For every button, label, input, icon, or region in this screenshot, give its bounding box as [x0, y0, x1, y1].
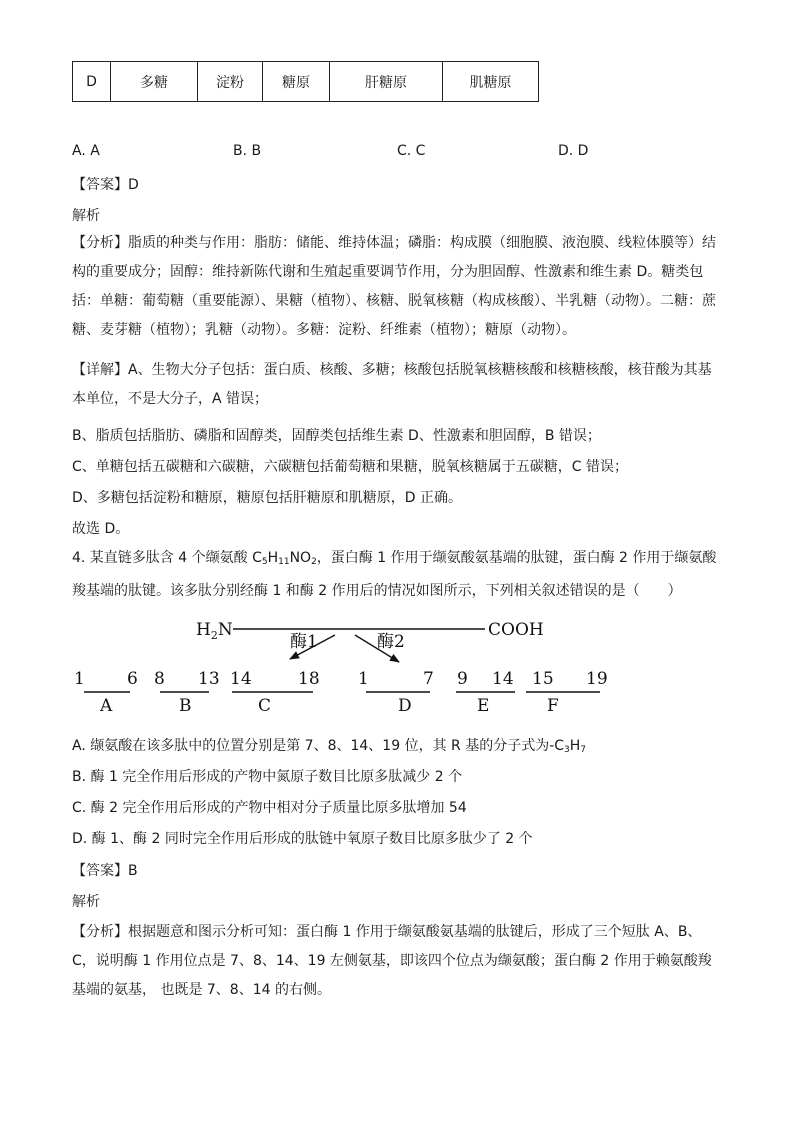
table-cell: 淀粉	[198, 62, 263, 102]
n-terminal-sub: 2	[210, 629, 218, 642]
enzyme1-label: 酶1	[290, 632, 318, 652]
fragment-end: 14	[492, 669, 514, 689]
table-cell: 多糖	[111, 62, 198, 102]
fragment-b	[154, 669, 220, 716]
fragment-end: 19	[586, 669, 608, 689]
xiangjie-label: 【详解】	[72, 362, 128, 378]
n-terminal-n: N	[217, 620, 233, 640]
option-subscript: 7	[580, 745, 587, 755]
stem-text: ，蛋白酶 1 作用于缬氨酸氨基端的肽键，蛋白酶 2 作用于缬氨酸羧基端的肽键。该多肽分别经酶 1 和酶 2 作用后的情况如图所示，下列相关叙述错误的是（ ）	[72, 550, 717, 599]
q3-line-c: C、单糖包括五碳糖和六碳糖，六碳糖包括葡萄糖和果糖，脱氧核糖属于五碳糖，C 错误；	[72, 459, 628, 475]
answer-label: 【答案】	[72, 177, 128, 193]
q4-option-a	[72, 735, 586, 755]
table-cell: 糖原	[263, 62, 330, 102]
fragment-label: E	[477, 696, 490, 716]
fenxi-label: 【分析】	[72, 235, 128, 251]
stem-subscript: 2	[311, 557, 317, 567]
fragment-start: 1	[74, 669, 85, 689]
fragment-a	[74, 669, 138, 716]
choice-a: A. A	[72, 143, 100, 159]
q4-option-b: B. 酶 1 完全作用后形成的产物中氮原子数目比原多肽减少 2 个	[72, 769, 463, 785]
peptide-diagram	[70, 612, 630, 716]
q3-conclusion: 故选 D。	[72, 521, 130, 537]
fragment-c	[230, 669, 320, 716]
q4-fenxi	[72, 918, 724, 1005]
table-cell: 肌糖原	[443, 62, 539, 102]
fragment-start: 15	[532, 669, 554, 689]
fragment-label: D	[398, 696, 412, 716]
analysis-label: 解析	[72, 208, 100, 224]
fragment-e	[456, 669, 515, 716]
n-terminal-label	[196, 620, 233, 642]
choice-b: B. B	[233, 143, 262, 159]
answer-value: B	[128, 863, 138, 879]
stem-text: H	[267, 550, 279, 566]
fragment-label: C	[258, 696, 272, 716]
fragment-start: 9	[457, 669, 468, 689]
q3-line-d: D、多糖包括淀粉和糖原，糖原包括肝糖原和肌糖原，D 正确。	[72, 490, 463, 506]
stem-subscript: 11	[278, 557, 290, 567]
fragment-f	[526, 669, 608, 716]
fenxi-text: 根据题意和图示分析可知：蛋白酶 1 作用于缬氨酸氨基端的肽键后，形成了三个短肽 A、B、C，说明酶 1 作用位点是 7、8、14、19 左侧氨基，即该四个位点为缬氨酸；蛋白酶 2 作用于赖氨酸羧基端的氨基， 也既是 7、8、14 的右侧。	[72, 924, 712, 998]
fragment-end: 13	[198, 669, 220, 689]
q3-fenxi	[72, 229, 724, 345]
table-cell: D	[73, 62, 111, 102]
table-row	[73, 62, 539, 102]
choice-d: D. D	[558, 143, 589, 159]
option-text: A. 缬氨酸在该多肽中的位置分别是第 7、8、14、19 位，其 R 基的分子式为-C	[72, 738, 565, 754]
option-subscript: 3	[564, 745, 570, 755]
fragment-start: 14	[230, 669, 252, 689]
stem-text: 4. 某直链多肽含 4 个缬氨酸 C	[72, 550, 262, 566]
table-cell: 肝糖原	[330, 62, 443, 102]
q4-answer	[72, 860, 138, 880]
fragment-end: 7	[423, 669, 434, 689]
fragment-start: 8	[154, 669, 165, 689]
q3-analysis-label	[72, 205, 100, 225]
q3-choices	[72, 143, 732, 163]
q3-xiangjie	[72, 356, 724, 414]
q3-line-b: B、脂质包括脂肪、磷脂和固醇类，固醇类包括维生素 D、性激素和胆固醇，B 错误；	[72, 428, 601, 444]
fragment-start: 1	[358, 669, 369, 689]
q4-stem	[72, 544, 724, 606]
c-terminal-label: COOH	[488, 620, 544, 640]
fragment-label: A	[100, 696, 113, 716]
stem-subscript: 5	[261, 557, 268, 567]
enzyme2-label: 酶2	[377, 632, 405, 652]
q4-option-d: D. 酶 1、酶 2 同时完全作用后形成的肽链中氧原子数目比原多肽少了 2 个	[72, 831, 533, 847]
fragment-end: 18	[298, 669, 320, 689]
fragment-label: B	[179, 696, 192, 716]
fenxi-label: 【分析】	[72, 924, 128, 940]
answer-value: D	[128, 177, 139, 193]
q4-analysis-label	[72, 891, 100, 911]
answer-label: 【答案】	[72, 863, 128, 879]
q4-option-c: C. 酶 2 完全作用后形成的产物中相对分子质量比原多肽增加 54	[72, 800, 467, 816]
option-text: H	[569, 738, 581, 754]
fragment-d	[358, 669, 434, 716]
fenxi-text: 脂质的种类与作用：脂肪：储能、维持体温；磷脂：构成膜（细胞膜、液泡膜、线粒体膜等）结构的重要成分；固醇：维持新陈代谢和生殖起重要调节作用，分为胆固醇、性激素和维生素 D。糖类包括：单糖：葡萄糖（重要能源）、果糖（植物）、核糖、脱氧核糖（构成核酸）、半乳糖（动物）。二糖：蔗糖、麦芽糖（植物）；乳糖（动物）。多糖：淀粉、纤维素（植物）；糖原（动物）。	[72, 235, 716, 338]
n-terminal-h: H	[196, 620, 211, 640]
fragment-label: F	[547, 696, 559, 716]
analysis-label: 解析	[72, 894, 100, 910]
xiangjie-text: A、生物大分子包括：蛋白质、核酸、多糖；核酸包括脱氧核糖核酸和核糖核酸，核苷酸为其基本单位，不是大分子，A 错误；	[72, 362, 712, 407]
option-table	[72, 61, 539, 102]
fragment-end: 6	[127, 669, 138, 689]
stem-text: NO	[289, 550, 312, 566]
choice-c: C. C	[397, 143, 426, 159]
q3-answer	[72, 174, 139, 194]
